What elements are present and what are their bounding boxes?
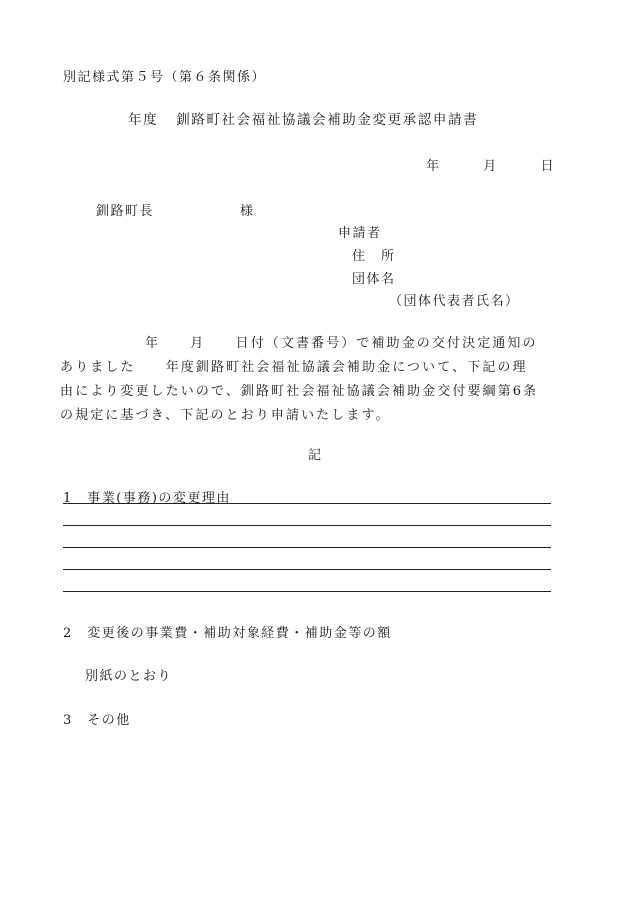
- document-title: [128, 108, 478, 128]
- applicant-heading: 申請者: [338, 226, 382, 241]
- date-line: [426, 155, 554, 174]
- item-3-heading: 3 その他: [63, 713, 131, 728]
- applicant-rep-label: （団体代表者氏名）: [389, 294, 520, 309]
- item-1-line-1: [63, 503, 551, 504]
- applicant-org-label: 団体名: [352, 272, 396, 287]
- item-1-line-5: [63, 591, 551, 592]
- title-year-label: 年度: [128, 112, 159, 128]
- body-line-3: 由により変更したいので、釧路町社会福祉協議会補助金交付要綱第6条: [60, 384, 539, 399]
- form-number: 別記様式第５号（第６条関係）: [63, 70, 267, 85]
- body-line-1: 年 月 日付（文書番号）で補助金の交付決定通知の: [145, 336, 538, 351]
- item-1-line-3: [63, 547, 551, 548]
- body-line-4: の規定に基づき、下記のとおり申請いたします。: [60, 408, 391, 423]
- addressee: 釧路町長: [96, 204, 155, 219]
- item-1-line-4: [63, 569, 551, 570]
- date-month: 月: [483, 159, 497, 174]
- date-day: 日: [540, 159, 554, 174]
- honorific: 様: [240, 204, 254, 219]
- item-1-line-2: [63, 525, 551, 526]
- body-line-2: ありました 年度釧路町社会福祉協議会補助金について、下記の理: [60, 360, 528, 375]
- item-2-heading: 2 変更後の事業費・補助対象経費・補助金等の額: [63, 626, 392, 641]
- applicant-address-label: 住 所: [352, 249, 396, 264]
- ki-heading: 記: [308, 448, 322, 463]
- title-text: 釧路町社会福祉協議会補助金変更承認申請書: [176, 112, 479, 128]
- item-1-heading: 1 事業(事務)の変更理由: [63, 491, 231, 506]
- date-year: 年: [426, 159, 440, 174]
- item-2-note: 別紙のとおり: [85, 669, 173, 684]
